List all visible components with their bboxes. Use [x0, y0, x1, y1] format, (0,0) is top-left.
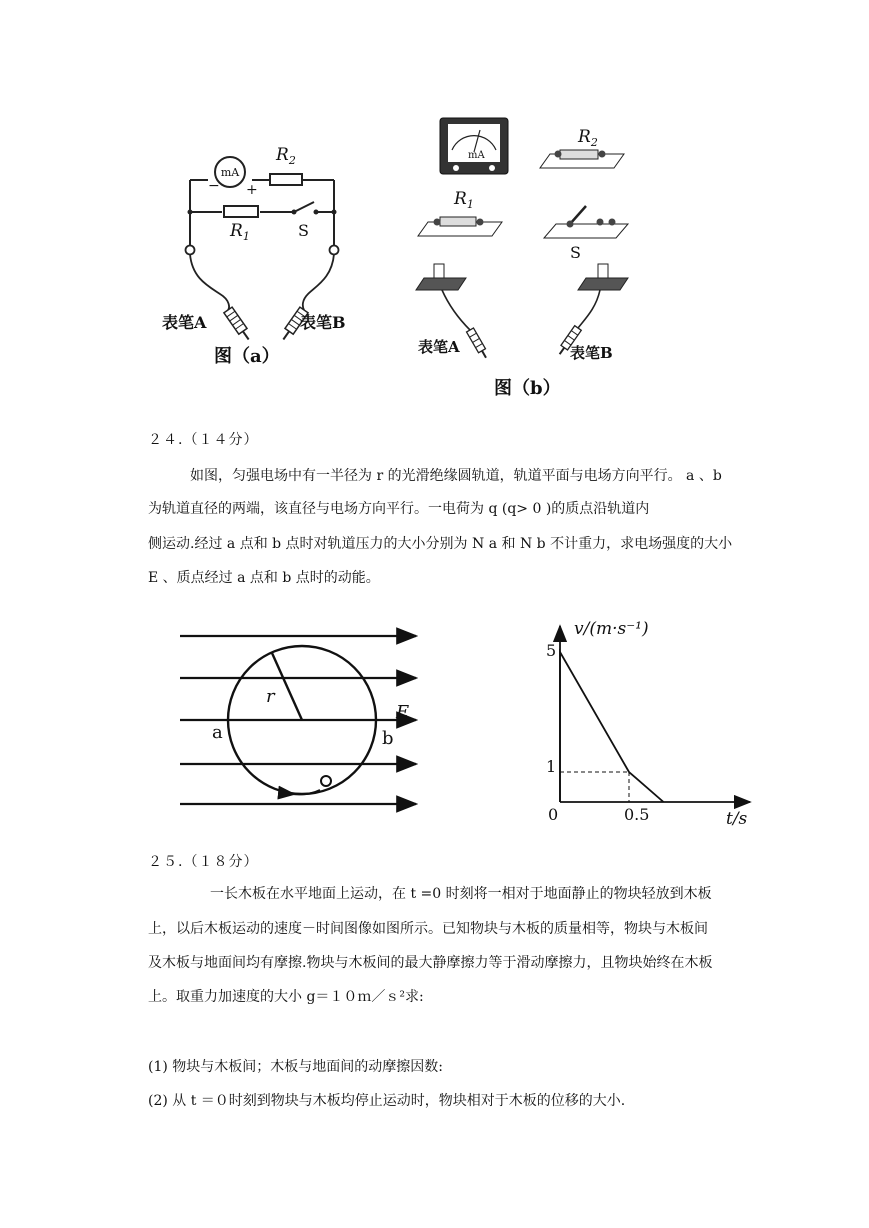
resistor-r1-icon: [418, 217, 502, 236]
x-axis-label: t/s: [726, 809, 748, 829]
meter-minus: −: [208, 178, 220, 194]
figure-b: [410, 112, 650, 412]
q25-line-4: 上。取重力加速度的大小 g＝１０ｍ／ｓ²求:: [148, 989, 424, 1005]
velocity-line: [560, 652, 664, 802]
terminal-b-icon: [578, 264, 628, 290]
milliammeter-icon: [440, 118, 508, 174]
point-b-label: b: [382, 728, 394, 749]
apparatus-diagram: [410, 112, 650, 412]
b-r2-label: $R_2$: [578, 127, 598, 149]
figure-a: [148, 118, 410, 410]
q25-item-1: (1) 物块与木板间；木板与地面间的动摩擦因数:: [148, 1059, 443, 1075]
terminal-a-icon: [416, 264, 466, 290]
switch-label: S: [298, 221, 309, 240]
figure-b-caption: 图（b）: [494, 378, 561, 399]
probe-a-icon: [224, 307, 253, 342]
circle-field-figure: [176, 620, 428, 820]
circuit-diagram: [148, 118, 410, 410]
probe-b-label: 表笔B: [300, 313, 346, 332]
charged-particle: [321, 776, 331, 786]
q24-line-2: 为轨道直径的两端，该直径与电场方向平行。一电荷为 q (q> 0 )的质点沿轨道内: [148, 501, 650, 517]
q25-line-1: 一长木板在水平地面上运动，在 t =0 时刻将一相对于地面静止的物块轻放到木板: [210, 886, 712, 902]
q24-line-1: 如图，匀强电场中有一半径为 r 的光滑绝缘圆轨道，轨道平面与电场方向平行。 a 、b: [190, 468, 722, 484]
tick-origin: 0: [548, 805, 559, 824]
point-a-label: a: [212, 722, 223, 743]
vt-graph: [540, 612, 770, 832]
resistor-r2-symbol: [270, 174, 302, 185]
b-probe-a-label: 表笔A: [418, 338, 460, 356]
svg-text:mA: mA: [468, 150, 485, 161]
radius-label: r: [266, 686, 275, 707]
y-axis-label: v/(m·s⁻¹): [574, 619, 649, 639]
r1-label: $R_1$: [230, 221, 250, 243]
figure-a-caption: 图（a）: [214, 346, 280, 367]
resistor-r2-icon: [540, 150, 624, 168]
q25-item-2: (2) 从 t ＝０时刻到物块与木板均停止运动时，物块相对于木板的位移的大小.: [148, 1093, 626, 1109]
r2-label: $R_2$: [276, 145, 296, 167]
q24-line-4: E 、质点经过 a 点和 b 点时的动能。: [148, 570, 380, 586]
q24-line-3: 侧运动.经过 a 点和 b 点时对轨道压力的大小分别为 N a 和 N b 不计重力，求电场强度的大小: [148, 536, 733, 552]
field-label: E: [396, 702, 410, 723]
b-probe-b-label: 表笔B: [570, 344, 613, 362]
switch-s-symbol: [294, 202, 314, 212]
q25-heading: ２５.（１８分）: [148, 854, 259, 870]
q25-line-2: 上，以后木板运动的速度－时间图像如图所示。已知物块与木板的质量相等，物块与木板间: [148, 921, 708, 937]
resistor-r1-symbol: [224, 206, 258, 217]
tick-y-5: 5: [546, 641, 557, 660]
b-r1-label: $R_1$: [454, 189, 474, 211]
tick-y-1: 1: [546, 757, 557, 776]
q25-line-3: 及木板与地面间均有摩擦.物块与木板间的最大静摩擦力等于滑动摩擦力，且物块始终在木板: [148, 955, 713, 971]
probe-a-label: 表笔A: [162, 313, 207, 332]
b-switch-label: S: [570, 243, 581, 262]
meter-label: mA: [220, 166, 240, 179]
meter-plus: +: [246, 182, 258, 198]
radius-line: [272, 653, 302, 720]
q24-heading: ２４.（１４分）: [148, 432, 259, 448]
tick-x-0-5: 0.5: [624, 805, 650, 824]
probe-a-b-icon: [467, 328, 490, 360]
switch-s-icon: [544, 206, 628, 238]
